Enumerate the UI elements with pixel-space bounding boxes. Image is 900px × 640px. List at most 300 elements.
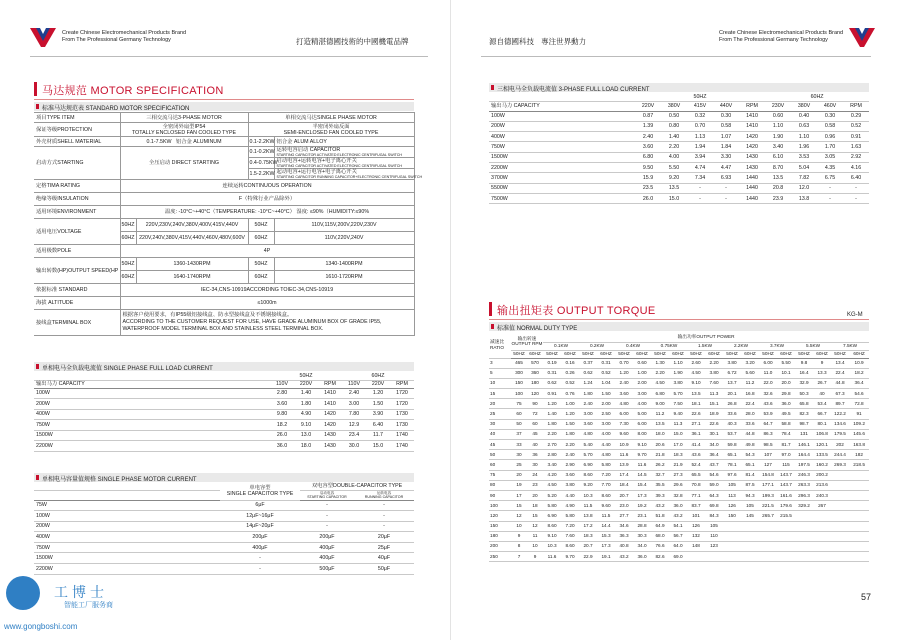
table-cell: 11.7 [366,430,390,441]
table-cell: 4.80 [615,399,633,409]
table-cell: - [354,500,414,511]
table-cell: 2.80 [543,450,561,460]
table-cell: 131 [795,429,813,439]
table-cell: 1.80 [579,389,597,399]
table-cell: 54.1 [669,521,687,531]
table-cell: 3.20 [741,358,759,368]
table-cell: 0.63 [791,121,817,131]
table-cell: 133.5 [813,450,831,460]
row-label-cell: 200W [34,521,220,532]
table-cell: 0.91 [543,389,561,399]
table-row [489,460,869,470]
table-cell: 1440 [739,193,765,203]
right-page [450,0,900,640]
table-cell: 45 [527,429,543,439]
table-cell: 7.82 [791,173,817,183]
table-cell: - [843,183,869,193]
page-number: 57 [861,592,872,602]
table-row [489,358,869,368]
table-cell: 1.80 [561,429,579,439]
table-cell: 213.6 [813,480,831,490]
table-row [489,450,869,460]
header-slogan: 打造精湛德國技術的中國機電品牌 [296,37,409,46]
table-cell: 14.4 [597,521,615,531]
table-cell: 1.80 [294,399,318,410]
table-cell: 59.0 [705,480,723,490]
table-cell: 4.40 [597,440,615,450]
table-cell: 43.6 [759,399,777,409]
table-cell: 1.00 [633,368,651,378]
table-cell: 5.70 [669,389,687,399]
table-cell: - [354,521,414,532]
table-cell: 41.4 [687,440,705,450]
table-cell: 36.3 [615,531,633,541]
table-cell: 109.2 [849,419,869,429]
table-cell: 81.4 [741,470,759,480]
table-cell: 20 [527,490,543,500]
table-cell: 94.3 [741,490,759,500]
table-cell [741,552,759,562]
table-cell [849,541,869,551]
table-cell: 17.2 [579,521,597,531]
table-cell: 70.8 [687,480,705,490]
table-cell: 14.5 [633,470,651,480]
normal-duty-section-header: 标准值 NORMAL DUTY TYPE [489,322,869,331]
table-row [489,399,869,409]
table-cell: 1.07 [713,132,739,142]
row-label-cell: 750W [34,542,220,553]
table-cell: 202 [831,440,849,450]
table-cell: 0.30 [713,111,739,121]
table-cell: 13.8 [579,511,597,521]
table-cell: 101 [687,511,705,521]
row-label-cell: 5 [489,368,511,378]
table-cell: - [687,183,713,193]
table-cell: 65.5 [687,470,705,480]
table-cell: 1420 [318,420,342,431]
table-cell: 1.39 [635,121,661,131]
table-cell: 34.0 [705,440,723,450]
table-cell: 25 [511,460,527,470]
table-cell: 2.60 [687,358,705,368]
row-label-cell: 5500W [489,183,635,193]
table-cell [849,480,869,490]
table-row: 输出转数(HP)OUTPUT SPEED(HP 50HZ 1360-1430RPM 50HZ 1340-1400RPM [34,258,414,271]
table-cell: 4.90 [294,409,318,420]
torque-power-row: 0.1KW 0.2KW 0.4KW 0.75KW 1.5KW 2.2KW 3.7KW 5.5KW 7.5KW [489,342,869,350]
table-cell: 9.10 [633,440,651,450]
header-slogan-right: 源自德國科技 專注世界動力 [489,37,587,46]
table-cell: 200μF [220,532,300,543]
table-cell: 0.76 [561,389,579,399]
table-cell: 18.3 [669,450,687,460]
table-cell: 0.16 [561,358,579,368]
table-cell: 1440 [739,173,765,183]
table-cell: 1410 [318,399,342,410]
table-cell: 0.80 [661,121,687,131]
table-row [489,501,869,511]
table-cell: 0.62 [579,368,597,378]
table-cell: 9.40 [669,409,687,419]
row-label-cell: 20 [489,399,511,409]
brand-logo-icon [30,26,56,48]
row-label-cell: 25 [489,409,511,419]
table-cell: 6.72 [723,368,741,378]
table-cell: 161.6 [777,490,795,500]
table-cell [831,552,849,562]
table-cell: 1430 [318,430,342,441]
table-cell [849,531,869,541]
table-cell: 97.6 [723,470,741,480]
table-row: 适用环境ENVIRONMENT 温度: -10°C~+40°C（TEMPERATURE: -10°C~+40°C） 湿度: ≤90%（HUMIDITY:≤90% [34,206,414,219]
row-label-cell: 2200W [34,441,270,452]
table-cell: 33 [511,440,527,450]
table-cell: 11.0 [759,368,777,378]
table-cell: 0.58 [817,121,843,131]
table-cell: 22.4 [831,368,849,378]
row-label-cell: 90 [489,490,511,500]
row-label-cell: 750W [489,142,635,152]
table-cell: 18.9 [705,409,723,419]
table-cell: 267 [813,501,831,511]
table-cell: 465 [511,358,527,368]
table-cell: 2.20 [651,368,669,378]
table-cell: 1.50 [597,389,615,399]
table-cell: 53.9 [759,409,777,419]
table-cell: 22.9 [579,552,597,562]
table-cell: 43.6 [687,450,705,460]
table-cell: 20.8 [765,183,791,193]
table-cell: 150 [723,511,741,521]
table-cell: 329.2 [795,501,813,511]
table-cell: 36.0 [633,552,651,562]
table-cell: 1.10 [765,121,791,131]
table-cell: 11.3 [705,389,723,399]
brand-logo-icon [849,26,875,48]
table-cell [777,521,795,531]
table-header-row: 输出马力 CAPACITY 110V 220V RPM 110V 220V RPM [34,380,414,388]
table-cell: 27.3 [669,470,687,480]
single-phase-load-table [34,372,414,452]
table-cell [795,531,813,541]
table-cell: - [817,183,843,193]
table-row: 1.5-2.2KW 起动电容+运行电容+电子离心开关 STARTING CAPACITOR RUNNING CAPACITOR+ELECTRONIC CENTRIFUGAL SWITCH [249,169,423,179]
table-cell: - [300,511,354,522]
table-cell: 296.3 [795,490,813,500]
table-cell: 4.50 [543,480,561,490]
table-cell: 126 [723,501,741,511]
table-row [489,521,869,531]
table-cell: 0.96 [817,132,843,142]
table-cell: 72 [527,409,543,419]
table-cell: - [687,193,713,203]
table-cell [831,470,849,480]
table-cell: 80.1 [813,419,831,429]
table-cell: 12μF~16μF [220,511,300,522]
table-cell [831,521,849,531]
table-cell: 5.80 [561,511,579,521]
table-cell: 43.7 [705,460,723,470]
table-cell: 72.8 [849,399,869,409]
table-cell: 120.1 [813,440,831,450]
row-label-cell: 3700W [489,173,635,183]
table-row [489,480,869,490]
table-cell [777,531,795,541]
table-cell: 570 [527,358,543,368]
table-cell: 33.6 [723,409,741,419]
table-cell [813,511,831,521]
table-cell: 4.47 [713,162,739,172]
table-cell: 1.96 [791,142,817,152]
table-cell: 17.3 [597,541,615,551]
table-cell: 11.6 [615,450,633,460]
table-cell [795,521,813,531]
table-cell: 20.1 [723,389,741,399]
table-cell: 3.30 [713,152,739,162]
row-label-cell: 3 [489,358,511,368]
table-cell: 11.6 [633,460,651,470]
table-header-row: 启动电容 STARTING CAPACITOR 运转电容 RUNNING CAPACITOR [34,490,414,500]
table-row: 定格TIMA RATING 连续运转CONTINUOUS OPERATION [34,180,414,193]
table-cell [813,552,831,562]
table-row: 外壳材质SHELL MATERIAL 0.1-7.5KW 铝合金 ALUMINUM 0.1-2.2KW 铝合金 ALUM ALLOY [34,137,414,147]
table-cell: 40 [813,389,831,399]
table-cell: 0.31 [597,358,615,368]
table-row [489,173,869,183]
torque-unit: KG-M [847,312,863,318]
table-cell: 4.50 [687,368,705,378]
table-cell: 3.80 [561,480,579,490]
table-cell: 4.80 [579,429,597,439]
table-cell [759,552,777,562]
table-cell: 1.00 [561,399,579,409]
table-cell: 0.58 [713,121,739,131]
table-cell: 6.90 [579,460,597,470]
table-row [34,430,414,441]
table-cell: 22.0 [759,378,777,388]
table-cell: 5.00 [633,409,651,419]
table-row: 依据标准 STANDARD IEC-34,CNS-10919ACCORDING TOIEC-34,CNS-10919 [34,284,414,297]
table-cell: 91 [849,409,869,419]
row-label-cell: 2200W [489,162,635,172]
table-cell: 13.5 [661,183,687,193]
table-cell: 2.40 [635,132,661,142]
left-header [0,26,450,52]
row-label-cell: 80 [489,480,511,490]
table-cell: 1.40 [661,132,687,142]
table-cell: 5.04 [791,162,817,172]
table-cell: 120 [527,389,543,399]
table-cell: 4.40 [561,490,579,500]
table-cell: 36.4 [705,450,723,460]
table-cell: 35.5 [651,480,669,490]
row-label-cell: 100W [34,388,270,399]
table-cell: 64.7 [759,419,777,429]
table-cell: 75 [511,399,527,409]
table-cell: 0.62 [543,378,561,388]
table-cell: 3.60 [615,389,633,399]
row-label-cell: 750W [34,420,270,431]
table-row: 0.4-0.75KW 启动电容+运转电容+电子离心开关 STARTING CAPACITOR ACTIVATED ELECTRONIC CENTRIFUGAL SWITCH [34,158,414,169]
table-cell: 26.8 [723,399,741,409]
table-cell: 107 [759,450,777,460]
single-phase-load-section-header: 单相电马全负载电流值 SINGLE PHASE FULL LOAD CURRENT [34,362,414,371]
row-label-cell: 120 [489,511,511,521]
row-label-cell: 40 [489,429,511,439]
table-cell: 0.26 [561,368,579,378]
table-cell: 1740 [390,430,414,441]
table-cell: 0.52 [843,121,869,131]
table-cell: 23 [527,480,543,490]
table-cell: 2.80 [270,388,294,399]
table-row [34,500,414,511]
table-cell: 0.70 [615,358,633,368]
table-cell: 7 [511,552,527,562]
table-cell: 28.8 [633,521,651,531]
table-cell: - [843,193,869,203]
table-cell: 177.1 [759,480,777,490]
table-cell: 52.4 [687,460,705,470]
row-label-cell: 200W [489,121,635,131]
table-cell: 32.6 [759,389,777,399]
header-rule [30,56,428,57]
row-label-cell: 30 [489,419,511,429]
table-cell: 9.70 [633,450,651,460]
table-row [489,111,869,121]
table-cell: 12.0 [791,183,817,193]
table-cell: 37 [511,429,527,439]
table-cell: 4.35 [817,162,843,172]
table-cell: 4.00 [597,429,615,439]
table-cell: 13.5 [765,173,791,183]
table-cell: 143.7 [777,470,795,480]
table-cell: 1.10 [791,132,817,142]
table-row [489,419,869,429]
table-cell: 98.7 [795,419,813,429]
table-cell: 15.1 [705,399,723,409]
table-cell: 215.5 [777,511,795,521]
table-cell: 0.60 [633,358,651,368]
table-cell: 84.3 [705,511,723,521]
table-cell: 67.3 [831,389,849,399]
table-cell: 105 [741,501,759,511]
row-label-cell: 75 [489,470,511,480]
table-cell: 89.7 [831,399,849,409]
table-row [489,193,869,203]
table-cell: 3.60 [270,399,294,410]
table-cell: 78.4 [777,429,795,439]
row-label-cell: 50 [489,450,511,460]
table-cell: 18.2 [270,420,294,431]
table-cell: 27.1 [687,419,705,429]
table-cell: 13.9 [615,460,633,470]
table-cell: 30.3 [633,531,651,541]
table-cell: - [713,193,739,203]
table-cell [813,521,831,531]
table-cell: 18 [527,501,543,511]
table-cell: 2.20 [543,429,561,439]
table-cell: 1430 [739,152,765,162]
table-cell [849,490,869,500]
table-cell: 6.10 [765,152,791,162]
table-cell: 8 [511,541,527,551]
table-cell [723,531,741,541]
table-cell: 20.0 [777,378,795,388]
table-cell: 1.24 [579,378,597,388]
table-cell: 90 [527,399,543,409]
table-cell: 44.8 [741,429,759,439]
table-cell: 145.6 [849,429,869,439]
table-cell: 1.70 [817,142,843,152]
table-cell: 36.4 [849,378,869,388]
table-cell: 86.3 [759,429,777,439]
table-cell: 19.2 [633,501,651,511]
table-cell: 0.37 [579,358,597,368]
table-cell: 5.70 [579,450,597,460]
table-cell: 4.74 [687,162,713,172]
table-cell: 11.3 [669,419,687,429]
table-cell [759,531,777,541]
table-cell: 26.2 [651,460,669,470]
table-cell: 32.7 [651,470,669,480]
table-cell: - [220,564,300,575]
table-row [489,409,869,419]
table-cell: 400μF [220,542,300,553]
right-header [451,26,900,52]
table-cell: 11 [527,531,543,541]
table-cell: 0.70 [687,121,713,131]
table-cell: 21.8 [651,450,669,460]
table-cell: 13.8 [791,193,817,203]
table-cell: - [300,500,354,511]
table-cell: 163.8 [849,440,869,450]
table-cell: 1420 [318,409,342,420]
table-cell: 9.60 [615,429,633,439]
table-cell: 6.75 [817,173,843,183]
table-cell: 36.0 [669,501,687,511]
table-cell: 13.7 [723,378,741,388]
table-cell: 54.3 [741,450,759,460]
table-cell: 50μF [354,564,414,575]
table-row [489,132,869,142]
table-cell: 39.3 [651,490,669,500]
table-cell [849,511,869,521]
table-cell: 4.50 [651,378,669,388]
table-cell: 1430 [318,441,342,452]
table-cell: 1.90 [669,368,687,378]
table-cell: 1.63 [843,142,869,152]
table-cell: 10 [527,541,543,551]
table-cell: 11.6 [543,552,561,562]
table-cell: 105 [723,480,741,490]
table-cell: 20.7 [615,490,633,500]
single-phase-capacitor-section-header: 单相电马容量值规格 SINGLE PHASE MOTOR CURRENT [34,473,414,482]
table-cell: 2.20 [661,142,687,152]
header-english-tagline-right: Create Chinese Electromechanical Products Brand From The Professional Germany Technology [719,30,844,43]
table-cell: 15.0 [366,441,390,452]
table-cell: 49.8 [741,440,759,450]
table-cell: 182 [849,450,869,460]
table-row [489,531,869,541]
table-cell: 50.3 [795,389,813,399]
table-row [489,440,869,450]
table-row [489,389,869,399]
table-cell: 218.5 [849,460,869,470]
table-cell: 127 [759,460,777,470]
table-row [489,541,869,551]
row-label-cell: 7500W [489,193,635,203]
table-row [489,470,869,480]
